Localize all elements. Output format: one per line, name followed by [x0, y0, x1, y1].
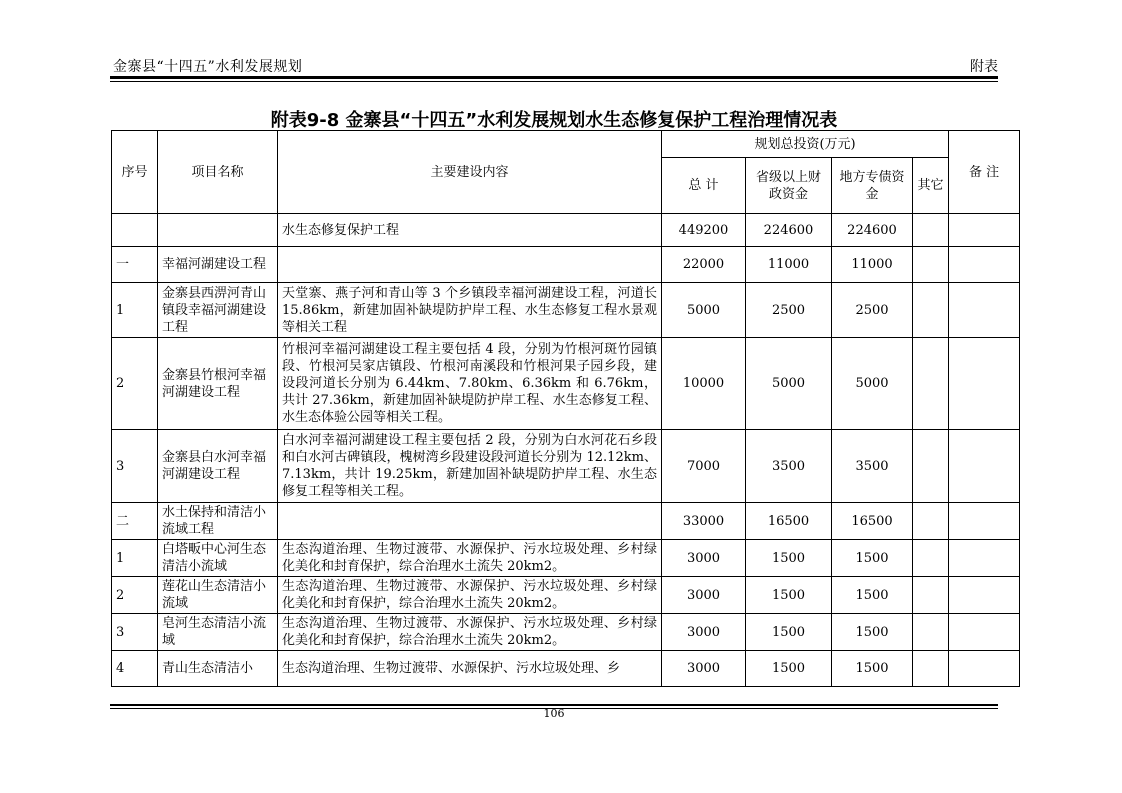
project-name-cell: 白塔畈中心河生态清洁小流域 — [158, 540, 278, 577]
project-name-cell: 金寨县白水河幸福河湖建设工程 — [158, 430, 278, 503]
provincial-funds-cell: 1500 — [746, 540, 832, 577]
col-header-remarks: 备 注 — [949, 131, 1020, 214]
table-row — [112, 283, 1020, 338]
remarks-cell — [949, 614, 1020, 651]
local-bond-funds-cell: 2500 — [832, 283, 913, 338]
table-row — [112, 430, 1020, 503]
construction-content-cell: 白水河幸福河湖建设工程主要包括 2 段，分别为白水河花石乡段和白水河古碑镇段，槐树湾乡段建设段河道长分别为 12.12km、7.13km，共计 19.25km，新建加固补缺堤防护岸工程、水生态修复工程等相关工程。 — [278, 430, 662, 503]
provincial-funds-cell: 1500 — [746, 651, 832, 687]
construction-content-cell: 生态沟道治理、生物过渡带、水源保护、污水垃圾处理、乡村绿化美化和封育保护，综合治理水土流失 20km2。 — [278, 577, 662, 614]
table-row — [112, 577, 1020, 614]
other-funds-cell — [913, 214, 949, 247]
remarks-cell — [949, 540, 1020, 577]
row-seq-cell: 4 — [112, 651, 158, 687]
row-seq-cell: 3 — [112, 614, 158, 651]
total-investment-cell: 449200 — [662, 214, 746, 247]
other-funds-cell — [913, 614, 949, 651]
table-row — [112, 503, 1020, 540]
total-investment-cell: 7000 — [662, 430, 746, 503]
running-header-title: 金寨县“十四五”水利发展规划 — [113, 59, 303, 75]
table-row — [112, 540, 1020, 577]
col-header-name: 项目名称 — [158, 131, 278, 214]
other-funds-cell — [913, 540, 949, 577]
row-seq-cell: 2 — [112, 338, 158, 430]
header-row-1 — [112, 131, 1020, 158]
table-row — [112, 247, 1020, 283]
col-header-local-bond: 地方专债资金 — [832, 158, 913, 214]
provincial-funds-cell: 224600 — [746, 214, 832, 247]
local-bond-funds-cell: 1500 — [832, 540, 913, 577]
row-seq-cell: 一 — [112, 247, 158, 283]
local-bond-funds-cell: 1500 — [832, 651, 913, 687]
project-name-cell: 金寨县西淠河青山镇段幸福河湖建设工程 — [158, 283, 278, 338]
project-name-cell: 金寨县竹根河幸福河湖建设工程 — [158, 338, 278, 430]
total-investment-cell: 3000 — [662, 651, 746, 687]
local-bond-funds-cell: 1500 — [832, 577, 913, 614]
project-name-cell: 水土保持和清洁小流域工程 — [158, 503, 278, 540]
construction-content-cell: 生态沟道治理、生物过渡带、水源保护、污水垃圾处理、乡村绿化美化和封育保护，综合治理水土流失 20km2。 — [278, 540, 662, 577]
row-seq-cell: 二 — [112, 503, 158, 540]
running-header-section: 附表 — [970, 59, 998, 75]
construction-content-cell: 竹根河幸福河湖建设工程主要包括 4 段，分别为竹根河斑竹园镇段、竹根河吴家店镇段、竹根河南溪段和竹根河果子园乡段，建设段河道长分别为 6.44km、7.80km、6.36km 和 6.76km，共计 27.36km，新建加固补缺堤防护岸工程、水生态修复工程、水生态体验公园等相关工程。 — [278, 338, 662, 430]
total-investment-cell: 3000 — [662, 614, 746, 651]
other-funds-cell — [913, 577, 949, 614]
col-header-other: 其它 — [913, 158, 949, 214]
local-bond-funds-cell: 224600 — [832, 214, 913, 247]
project-name-cell: 青山生态清洁小 — [158, 651, 278, 687]
total-investment-cell: 22000 — [662, 247, 746, 283]
header-rule — [110, 76, 998, 79]
row-seq-cell: 1 — [112, 283, 158, 338]
row-seq-cell: 2 — [112, 577, 158, 614]
col-header-provincial: 省级以上财政资金 — [746, 158, 832, 214]
other-funds-cell — [913, 247, 949, 283]
other-funds-cell — [913, 283, 949, 338]
footer-rule — [110, 704, 998, 706]
row-seq-cell: 3 — [112, 430, 158, 503]
construction-content-cell: 生态沟道治理、生物过渡带、水源保护、污水垃圾处理、乡村绿化美化和封育保护，综合治理水土流失 20km2。 — [278, 614, 662, 651]
local-bond-funds-cell: 16500 — [832, 503, 913, 540]
construction-content-cell — [278, 503, 662, 540]
construction-content-cell — [278, 247, 662, 283]
provincial-funds-cell: 1500 — [746, 577, 832, 614]
col-header-content: 主要建设内容 — [278, 131, 662, 214]
remarks-cell — [949, 651, 1020, 687]
total-investment-cell: 3000 — [662, 577, 746, 614]
table-title: 附表9-8 金寨县“十四五”水利发展规划水生态修复保护工程治理情况表 — [270, 110, 838, 131]
remarks-cell — [949, 283, 1020, 338]
total-investment-cell: 3000 — [662, 540, 746, 577]
project-name-cell: 皂河生态清洁小流域 — [158, 614, 278, 651]
local-bond-funds-cell: 3500 — [832, 430, 913, 503]
project-name-cell — [158, 214, 278, 247]
total-investment-cell: 33000 — [662, 503, 746, 540]
remarks-cell — [949, 247, 1020, 283]
row-seq-cell — [112, 214, 158, 247]
remarks-cell — [949, 503, 1020, 540]
local-bond-funds-cell: 1500 — [832, 614, 913, 651]
col-header-investment: 规划总投资(万元) — [662, 131, 949, 158]
table-row — [112, 614, 1020, 651]
row-seq-cell: 1 — [112, 540, 158, 577]
table-row — [112, 651, 1020, 687]
construction-content-cell: 水生态修复保护工程 — [278, 214, 662, 247]
construction-content-cell: 生态沟道治理、生物过渡带、水源保护、污水垃圾处理、乡 — [278, 651, 662, 687]
remarks-cell — [949, 577, 1020, 614]
remarks-cell — [949, 430, 1020, 503]
remarks-cell — [949, 338, 1020, 430]
local-bond-funds-cell: 5000 — [832, 338, 913, 430]
table-row — [112, 214, 1020, 247]
local-bond-funds-cell: 11000 — [832, 247, 913, 283]
provincial-funds-cell: 5000 — [746, 338, 832, 430]
page-number: 106 — [543, 707, 565, 720]
header-rule-thin — [110, 81, 998, 82]
col-header-seq: 序号 — [112, 131, 158, 214]
provincial-funds-cell: 1500 — [746, 614, 832, 651]
remarks-cell — [949, 214, 1020, 247]
other-funds-cell — [913, 651, 949, 687]
provincial-funds-cell: 3500 — [746, 430, 832, 503]
provincial-funds-cell: 16500 — [746, 503, 832, 540]
other-funds-cell — [913, 503, 949, 540]
other-funds-cell — [913, 338, 949, 430]
construction-content-cell: 天堂寨、燕子河和青山等 3 个乡镇段幸福河湖建设工程，河道长 15.86km，新建加固补缺堤防护岸工程、水生态修复工程水景观等相关工程 — [278, 283, 662, 338]
project-name-cell: 幸福河湖建设工程 — [158, 247, 278, 283]
table-row — [112, 338, 1020, 430]
col-header-total: 总 计 — [662, 158, 746, 214]
project-name-cell: 莲花山生态清洁小流域 — [158, 577, 278, 614]
provincial-funds-cell: 2500 — [746, 283, 832, 338]
project-table — [111, 130, 1020, 687]
total-investment-cell: 5000 — [662, 283, 746, 338]
other-funds-cell — [913, 430, 949, 503]
total-investment-cell: 10000 — [662, 338, 746, 430]
provincial-funds-cell: 11000 — [746, 247, 832, 283]
